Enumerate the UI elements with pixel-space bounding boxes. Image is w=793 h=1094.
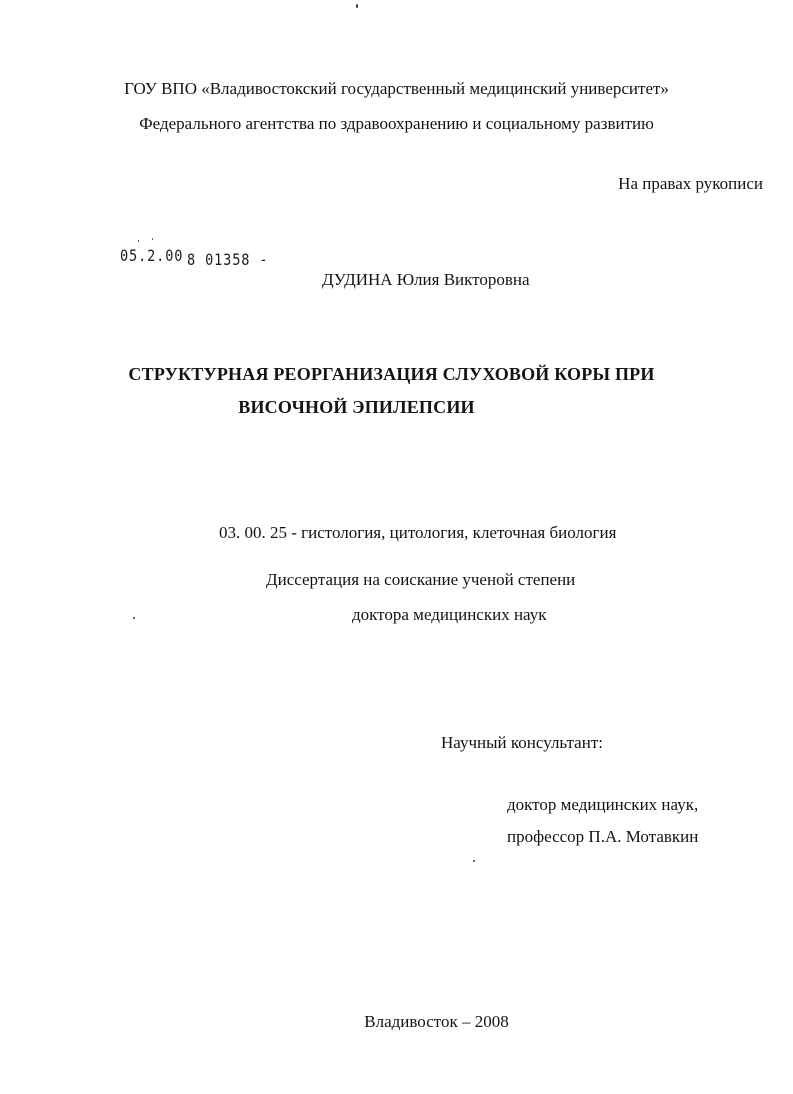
- university-line: ГОУ ВПО «Владивостокский государственный медицинский университет»: [124, 79, 669, 98]
- consultant-label: Научный консультант:: [441, 733, 603, 752]
- specialty-line: 03. 00. 25 - гистология, цитология, клеточная биология: [219, 523, 617, 542]
- scan-speck: [356, 4, 358, 8]
- agency-line: Федерального агентства по здравоохранению и социальному развитию: [139, 114, 654, 133]
- manuscript-note: На правах рукописи: [618, 174, 763, 193]
- thesis-title-line-1: СТРУКТУРНАЯ РЕОРГАНИЗАЦИЯ СЛУХОВОЙ КОРЫ ПРИ: [128, 364, 655, 384]
- author-name: ДУДИНА Юлия Викторовна: [322, 270, 530, 289]
- archive-stamp-date: 05.2.00: [120, 246, 184, 265]
- scan-speck: [133, 617, 135, 619]
- consultant-degree: доктор медицинских наук,: [507, 795, 699, 814]
- degree-line-2: доктора медицинских наук: [352, 605, 547, 624]
- thesis-title-line-2: ВИСОЧНОЙ ЭПИЛЕПСИИ: [238, 397, 475, 417]
- degree-line-1: Диссертация на соискание ученой степени: [266, 570, 576, 589]
- scan-speck: [138, 240, 139, 242]
- archive-stamp-number: 8 01358 -: [187, 250, 269, 269]
- city-year: Владивосток – 2008: [364, 1012, 509, 1031]
- consultant-name: профессор П.А. Мотавкин: [507, 827, 699, 846]
- scan-speck: [152, 238, 153, 240]
- scan-speck: [473, 860, 475, 862]
